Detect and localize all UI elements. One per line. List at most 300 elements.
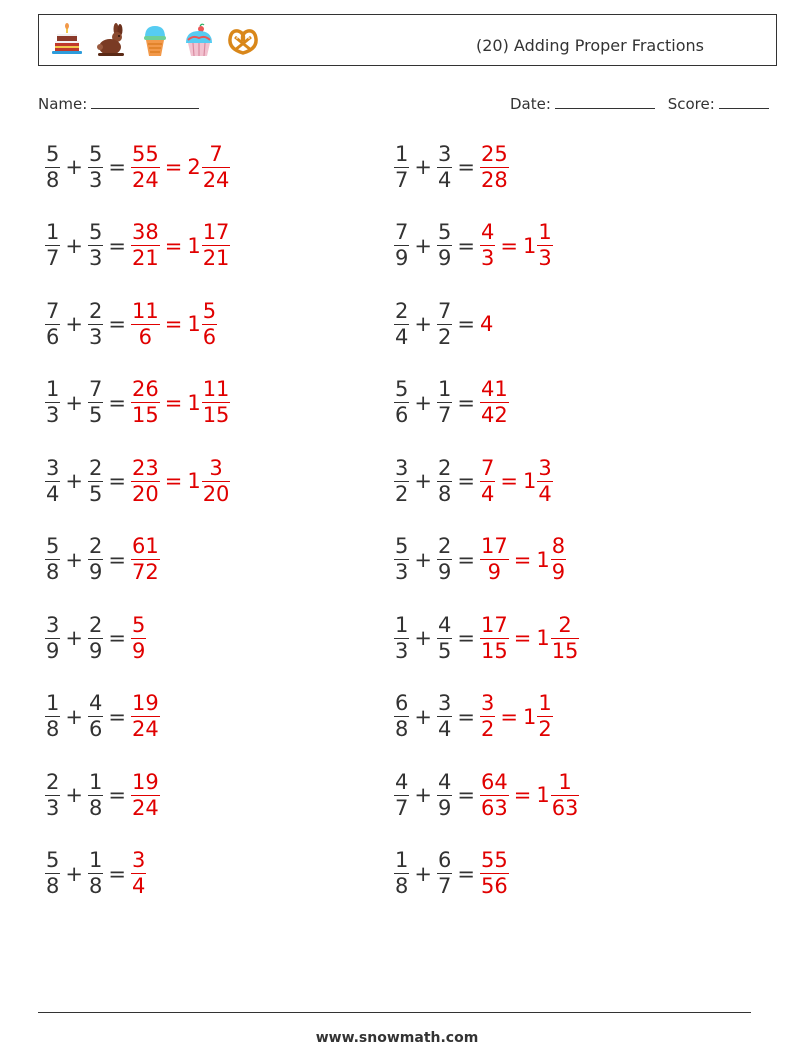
plus-sign: +	[65, 861, 83, 886]
problem-item	[394, 608, 579, 668]
answer	[480, 613, 579, 664]
numerator: 2	[46, 769, 60, 794]
answer	[131, 691, 160, 742]
denominator: 9	[437, 246, 452, 270]
date-blank[interactable]	[555, 93, 655, 109]
numerator: 6	[395, 691, 409, 715]
fraction	[202, 299, 217, 350]
numerator: 1	[538, 691, 552, 715]
plus-sign: +	[414, 861, 432, 886]
denominator: 4	[437, 717, 452, 741]
denominator: 7	[395, 167, 409, 192]
plus-sign: +	[414, 783, 432, 807]
fraction	[480, 770, 509, 821]
answer	[131, 220, 230, 271]
answer	[131, 142, 230, 193]
fraction	[45, 613, 60, 664]
denominator: 8	[46, 167, 60, 192]
denominator: 2	[538, 717, 552, 741]
denominator: 21	[202, 246, 230, 270]
answer	[131, 613, 146, 664]
mixed-whole: 1	[522, 704, 537, 729]
denominator: 3	[88, 167, 103, 192]
numerator: 1	[395, 612, 409, 637]
numerator: 4	[395, 769, 409, 794]
plus-sign: +	[414, 390, 432, 415]
denominator: 8	[88, 795, 103, 820]
answer	[480, 534, 566, 585]
denominator: 7	[395, 795, 409, 820]
fraction	[480, 456, 495, 507]
problem-item	[394, 216, 553, 276]
fraction	[88, 299, 103, 350]
equals-sign: =	[457, 704, 475, 729]
mixed-whole: 1	[536, 547, 550, 572]
numerator: 1	[46, 377, 60, 401]
fraction	[394, 142, 409, 193]
denominator: 63	[480, 795, 508, 820]
numerator: 1	[437, 377, 452, 401]
numerator: 4	[88, 691, 103, 715]
numerator: 2	[88, 612, 103, 637]
fraction	[202, 220, 231, 271]
answer	[480, 312, 493, 336]
equals-sign: =	[164, 312, 183, 336]
equals-sign: =	[500, 469, 518, 493]
numerator: 4	[437, 612, 452, 637]
fraction	[131, 613, 146, 664]
denominator: 3	[538, 246, 552, 270]
footer-url: www.snowmath.com	[315, 1030, 479, 1046]
answer	[131, 377, 230, 428]
numerator: 3	[209, 455, 223, 480]
denominator: 15	[202, 403, 230, 427]
numerator: 7	[480, 455, 495, 480]
fraction	[202, 377, 231, 428]
numerator: 3	[131, 848, 146, 872]
denominator: 28	[480, 167, 508, 192]
equals-sign: =	[164, 390, 183, 415]
numerator: 5	[131, 612, 146, 637]
fraction	[131, 142, 160, 193]
numerator: 1	[538, 220, 552, 244]
fraction	[480, 220, 495, 271]
birthday-cake-icon	[49, 23, 85, 59]
numerator: 64	[480, 769, 508, 794]
fraction	[437, 848, 452, 899]
problem-item	[45, 844, 146, 904]
plus-sign: +	[65, 469, 83, 493]
fraction	[394, 534, 409, 585]
numerator: 6	[437, 848, 452, 872]
numerator: 1	[46, 691, 60, 715]
denominator: 6	[46, 324, 60, 349]
numerator: 3	[46, 455, 60, 480]
answer	[131, 534, 160, 585]
mixed-whole: 1	[187, 233, 201, 258]
fraction	[437, 691, 452, 742]
equals-sign: =	[108, 704, 126, 729]
cupcake-icon	[181, 23, 217, 59]
equals-sign: =	[108, 312, 126, 336]
denominator: 3	[395, 560, 409, 584]
problem-item	[45, 687, 160, 747]
plus-sign: +	[414, 704, 432, 729]
answer	[480, 456, 553, 507]
fraction	[551, 534, 566, 585]
plus-sign: +	[414, 469, 432, 493]
answer	[480, 691, 553, 742]
problem-item	[394, 137, 509, 197]
date-label: Date:	[510, 95, 551, 113]
denominator: 72	[131, 560, 159, 584]
fraction	[480, 377, 509, 428]
numerator: 23	[131, 455, 159, 480]
equals-sign: =	[108, 626, 126, 650]
fraction	[88, 770, 103, 821]
fraction	[480, 142, 509, 193]
numerator: 17	[202, 220, 230, 244]
numerator: 3	[480, 691, 495, 715]
numerator: 5	[46, 141, 60, 166]
worksheet-title: (20) Adding Proper Fractions	[476, 36, 704, 55]
fraction	[202, 142, 231, 193]
fraction	[551, 770, 580, 821]
numerator: 3	[46, 612, 60, 637]
problem-item	[394, 451, 553, 511]
fraction	[437, 613, 452, 664]
fraction	[131, 456, 160, 507]
fraction	[131, 848, 146, 899]
header-icons	[49, 23, 261, 59]
denominator: 4	[131, 874, 146, 898]
numerator: 5	[395, 534, 409, 558]
denominator: 7	[437, 403, 452, 427]
numerator: 1	[395, 141, 409, 166]
fraction	[45, 534, 60, 585]
fraction	[480, 848, 509, 899]
numerator: 55	[131, 141, 159, 166]
numerator: 2	[437, 534, 452, 558]
denominator: 8	[437, 481, 452, 506]
numerator: 1	[88, 848, 103, 872]
date-score-line	[510, 93, 769, 114]
numerator: 11	[131, 298, 159, 323]
fraction	[394, 220, 409, 271]
fraction	[537, 456, 552, 507]
mixed-whole: 1	[536, 626, 550, 650]
fraction	[394, 691, 409, 742]
numerator: 41	[480, 377, 508, 401]
fraction	[88, 613, 103, 664]
equals-sign: =	[457, 155, 475, 179]
fraction	[480, 691, 495, 742]
equals-sign: =	[457, 469, 475, 493]
numerator: 2	[88, 455, 103, 480]
fraction	[88, 220, 103, 271]
fraction	[45, 848, 60, 899]
fraction	[45, 456, 60, 507]
answer	[480, 220, 553, 271]
fraction	[437, 456, 452, 507]
fraction	[131, 299, 160, 350]
answer	[131, 848, 146, 899]
numerator: 7	[88, 377, 103, 401]
denominator: 8	[46, 874, 60, 898]
problem-item	[394, 373, 509, 433]
numerator: 7	[46, 298, 60, 323]
answer-whole: 4	[479, 312, 494, 336]
denominator: 3	[395, 638, 409, 663]
numerator: 4	[480, 220, 495, 244]
numerator: 1	[558, 769, 572, 794]
denominator: 9	[437, 795, 452, 820]
fraction	[45, 220, 60, 271]
fraction	[88, 456, 103, 507]
mixed-whole: 1	[187, 390, 201, 415]
denominator: 8	[46, 560, 60, 584]
numerator: 8	[551, 534, 566, 558]
numerator: 5	[88, 220, 103, 244]
numerator: 5	[88, 141, 103, 166]
denominator: 15	[551, 638, 579, 663]
numerator: 26	[131, 377, 159, 401]
equals-sign: =	[457, 547, 475, 572]
denominator: 3	[88, 246, 103, 270]
denominator: 20	[131, 481, 159, 506]
equals-sign: =	[108, 390, 126, 415]
fraction	[480, 613, 509, 664]
numerator: 11	[202, 377, 230, 401]
denominator: 4	[480, 481, 495, 506]
denominator: 3	[46, 403, 60, 427]
numerator: 7	[209, 141, 223, 166]
fraction	[131, 220, 160, 271]
denominator: 4	[46, 481, 60, 506]
fraction	[537, 220, 552, 271]
equals-sign: =	[513, 547, 532, 572]
numerator: 2	[395, 298, 409, 323]
answer	[480, 377, 509, 428]
fraction	[480, 534, 509, 585]
numerator: 3	[395, 455, 409, 480]
numerator: 19	[131, 691, 159, 715]
problem-item	[394, 844, 509, 904]
denominator: 4	[538, 481, 552, 506]
denominator: 4	[437, 167, 452, 192]
equals-sign: =	[500, 704, 518, 729]
denominator: 8	[395, 874, 409, 898]
fraction	[394, 848, 409, 899]
footer-divider	[38, 1012, 751, 1013]
equals-sign: =	[513, 626, 532, 650]
denominator: 24	[202, 167, 230, 192]
mixed-whole: 1	[522, 469, 537, 493]
numerator: 61	[131, 534, 159, 558]
problem-item	[45, 608, 146, 668]
plus-sign: +	[65, 704, 83, 729]
fraction	[131, 534, 160, 585]
answer	[131, 770, 160, 821]
denominator: 15	[480, 638, 508, 663]
equals-sign: =	[457, 233, 475, 258]
numerator: 7	[395, 220, 409, 244]
problem-item	[45, 216, 230, 276]
fraction	[437, 142, 452, 193]
numerator: 5	[46, 534, 60, 558]
denominator: 24	[131, 717, 159, 741]
score-blank[interactable]	[719, 93, 769, 109]
plus-sign: +	[65, 312, 83, 336]
plus-sign: +	[65, 390, 83, 415]
equals-sign: =	[457, 626, 475, 650]
fraction	[394, 456, 409, 507]
plus-sign: +	[65, 626, 83, 650]
fraction	[437, 534, 452, 585]
fraction	[131, 770, 160, 821]
denominator: 7	[46, 246, 60, 270]
numerator: 55	[480, 848, 508, 872]
fraction	[88, 377, 103, 428]
denominator: 5	[88, 403, 103, 427]
denominator: 9	[395, 246, 409, 270]
fraction	[394, 299, 409, 350]
numerator: 3	[437, 691, 452, 715]
answer	[480, 770, 579, 821]
fraction	[437, 220, 452, 271]
numerator: 5	[437, 220, 452, 244]
denominator: 6	[138, 324, 153, 349]
equals-sign: =	[457, 312, 475, 336]
numerator: 1	[46, 220, 60, 244]
equals-sign: =	[457, 390, 475, 415]
problem-item	[394, 530, 566, 590]
plus-sign: +	[414, 312, 432, 336]
numerator: 2	[558, 612, 572, 637]
mixed-whole: 1	[187, 469, 201, 493]
denominator: 3	[480, 246, 495, 270]
fraction	[88, 534, 103, 585]
denominator: 3	[46, 795, 60, 820]
answer	[131, 299, 217, 350]
denominator: 9	[88, 560, 103, 584]
plus-sign: +	[414, 233, 432, 258]
mixed-whole: 2	[187, 155, 201, 179]
name-label: Name:	[38, 95, 88, 113]
numerator: 2	[437, 455, 452, 480]
problem-item	[45, 373, 230, 433]
denominator: 8	[46, 717, 60, 741]
plus-sign: +	[65, 783, 83, 807]
fraction	[88, 691, 103, 742]
fraction	[45, 691, 60, 742]
denominator: 2	[395, 481, 409, 506]
equals-sign: =	[457, 861, 475, 886]
equals-sign: =	[108, 547, 126, 572]
denominator: 9	[487, 560, 502, 584]
fraction	[131, 377, 160, 428]
fraction	[88, 848, 103, 899]
denominator: 42	[480, 403, 508, 427]
numerator: 5	[395, 377, 409, 401]
equals-sign: =	[513, 783, 532, 807]
denominator: 5	[88, 481, 103, 506]
problem-item	[45, 530, 160, 590]
mixed-whole: 1	[536, 783, 550, 807]
denominator: 2	[437, 324, 452, 349]
problem-item	[394, 765, 579, 825]
denominator: 2	[480, 717, 495, 741]
fraction	[551, 613, 580, 664]
equals-sign: =	[164, 155, 183, 179]
denominator: 6	[395, 403, 409, 427]
equals-sign: =	[108, 469, 126, 493]
fraction	[45, 142, 60, 193]
fraction	[437, 377, 452, 428]
equals-sign: =	[457, 783, 475, 807]
equals-sign: =	[500, 233, 518, 258]
denominator: 8	[88, 874, 103, 898]
equals-sign: =	[164, 233, 183, 258]
denominator: 9	[88, 638, 103, 663]
denominator: 6	[202, 324, 217, 349]
name-blank[interactable]	[91, 93, 199, 109]
fraction	[45, 770, 60, 821]
fraction	[88, 142, 103, 193]
denominator: 6	[88, 717, 103, 741]
problem-item	[394, 687, 553, 747]
numerator: 2	[88, 534, 103, 558]
ice-cream-cone-icon	[137, 23, 173, 59]
fraction	[45, 377, 60, 428]
answer	[131, 456, 230, 507]
numerator: 17	[480, 534, 508, 558]
numerator: 38	[131, 220, 159, 244]
equals-sign: =	[108, 233, 126, 258]
plus-sign: +	[414, 547, 432, 572]
chocolate-bunny-icon	[93, 23, 129, 59]
numerator: 25	[480, 141, 508, 166]
fraction	[437, 770, 452, 821]
plus-sign: +	[65, 547, 83, 572]
numerator: 2	[88, 298, 103, 323]
fraction	[202, 456, 231, 507]
denominator: 9	[437, 560, 452, 584]
numerator: 17	[480, 612, 508, 637]
denominator: 9	[551, 560, 566, 584]
numerator: 3	[538, 455, 552, 480]
fraction	[394, 377, 409, 428]
denominator: 15	[131, 403, 159, 427]
answer	[480, 848, 509, 899]
fraction	[45, 299, 60, 350]
numerator: 5	[202, 298, 217, 323]
numerator: 7	[437, 298, 452, 323]
problem-item	[45, 765, 160, 825]
problem-item	[394, 294, 493, 354]
numerator: 4	[437, 769, 452, 794]
fraction	[394, 770, 409, 821]
equals-sign: =	[108, 155, 126, 179]
numerator: 1	[395, 848, 409, 872]
mixed-whole: 1	[187, 312, 201, 336]
plus-sign: +	[414, 626, 432, 650]
denominator: 8	[395, 717, 409, 741]
numerator: 19	[131, 769, 159, 794]
answer	[480, 142, 509, 193]
numerator: 3	[437, 141, 452, 166]
fraction	[131, 691, 160, 742]
